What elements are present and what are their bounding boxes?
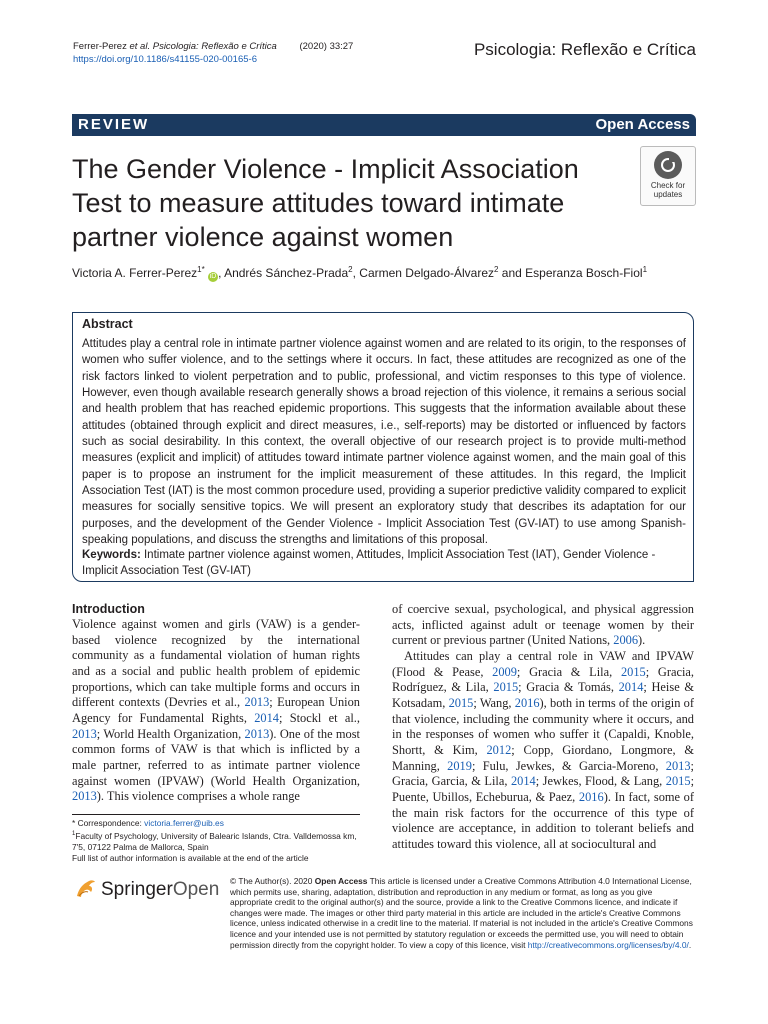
abstract-box bbox=[72, 312, 694, 582]
keywords-label: Keywords: bbox=[82, 549, 141, 561]
citation-link[interactable]: 2013 bbox=[244, 726, 270, 741]
affiliation-text: Faculty of Psychology, University of Balearic Islands, Ctra. Valldemossa km, 7'5, 07122 Palma de Mallorca, Spain bbox=[72, 831, 357, 853]
citation-link[interactable]: 2006 bbox=[613, 633, 639, 648]
header-etal: et al. bbox=[129, 41, 151, 52]
citation-link[interactable]: 2016 bbox=[578, 789, 604, 804]
footnote bbox=[72, 818, 372, 865]
abstract-heading: Abstract bbox=[82, 317, 133, 331]
crossmark-icon bbox=[654, 151, 682, 179]
header-authors: Ferrer-Perez bbox=[73, 41, 130, 52]
citation-link[interactable]: 2013 bbox=[72, 726, 97, 741]
author-name: Victoria A. Ferrer-Perez bbox=[72, 266, 198, 280]
citation-link[interactable]: 2015 bbox=[448, 695, 474, 710]
open-access-label: Open Access bbox=[595, 116, 690, 133]
citation-link[interactable]: 2013 bbox=[665, 758, 691, 773]
citation-link[interactable]: 2015 bbox=[620, 664, 646, 679]
article-type-banner bbox=[72, 114, 696, 136]
body-column-right bbox=[392, 602, 694, 853]
citation-link[interactable]: 2013 bbox=[244, 695, 270, 710]
citation-link[interactable]: 2015 bbox=[665, 774, 691, 789]
full-author-info-note: Full list of author information is available at the end of the article bbox=[72, 853, 309, 864]
paragraph: of coercive sexual, psychological, and physical aggression acts, inflicted against adult or teenage women by their current or previous partner (United Nations, 2006). bbox=[392, 602, 694, 648]
affiliation-sup: 1 bbox=[72, 831, 76, 838]
article-title: The Gender Violence - Implicit Association Test to measure attitudes toward intimate partner violence against women bbox=[72, 154, 579, 252]
citation-link[interactable]: 2016 bbox=[514, 695, 540, 710]
citation-link[interactable]: 2013 bbox=[72, 789, 97, 804]
springer-horse-icon bbox=[73, 876, 97, 900]
author-name: Carmen Delgado-Álvarez bbox=[359, 266, 495, 280]
review-label: REVIEW bbox=[78, 116, 150, 133]
doi-link[interactable]: https://doi.org/10.1186/s41155-020-00165-6 bbox=[73, 54, 257, 65]
author-affiliation-sup: 1 bbox=[642, 265, 648, 274]
correspondence-label: * Correspondence: bbox=[72, 818, 145, 828]
orcid-icon[interactable]: iD bbox=[209, 273, 217, 280]
license-statement: © The Author(s). 2020 Open Access This article is licensed under a Creative Commons Attribution 4.0 International License, which permits use, sharing, adaptation, distribution and reproduction in any medium or format, as long as you give appropriate credit to the original author(s) and the source, provide a link to the Creative Commons licence, and indicate if changes were made. The images or other third party material in this article are included in the article's Creative Commons licence, unless indicated otherwise in a credit line to the material. If material is not included in the article's Creative Commons licence and your intended use is not permitted by statutory regulation or exceeds the permitted use, you will need to obtain permission directly from the copyright holder. To view a copy of this licence, visit http://creativecommons.org/licenses/by/4.0/. bbox=[230, 876, 693, 950]
springer-open-logo bbox=[73, 876, 220, 904]
abstract-text: Attitudes play a central role in intimate partner violence against women and are related to its origin, to the responses of women who suffer violence, and to the settings where it occurs. In fact, these attitudes are recognized as one of the risk factors linked to violent perpetration and to public, professional, and victim responses to this type of violence. However, even though available research generally shows a broad rejection of this violence, it remains a serious social and health problem that has reached epidemic proportions. This suggests that the information available about these attitudes (obtained through explicit and direct measures, i.e., self-reports) may be distorted or influenced by factors such as social desirability. In this context, the overall objective of our research project is to provide multi-method measures (explicit and implicit) of attitudes toward intimate partner violence against women, and the main goal of this paper is to propose an instrument for the implicit measurement of these attitudes. In this regard, the Implicit Association Test (IAT) is the most common procedure used, providing a superior predictive validity compared to explicit measures for socially sensitive topics. We will present an exploratory study that describes its adaptation for our purposes, and the development of the Gender Violence - Implicit Association Test (GV-IAT) to use among Spanish-speaking populations, and discuss the strengths and limitations of this proposal. bbox=[82, 338, 686, 547]
check-for-updates-button[interactable] bbox=[640, 146, 696, 206]
citation-link[interactable]: 2012 bbox=[486, 742, 512, 757]
header-year-issue: (2020) 33:27 bbox=[299, 41, 354, 52]
springer-wordmark: Springer bbox=[101, 879, 173, 900]
introduction-heading: Introduction bbox=[72, 602, 145, 616]
journal-name: Psicologia: Reflexão e Crítica bbox=[473, 40, 696, 59]
body-column-left: Violence against women and girls (VAW) is a gender-based violence recognized by the international community as a fundamental violation of human rights and as a social and public health problem of epidemic proportions, which can take multiple forms and occurs in different contexts (Devries et al., 2013; European Union Agency for Fundamental Rights, 2014; Stockl et al., 2013; World Health Organization, 2013). One of the most common forms of VAW is that which is inflicted by a male partner, referred to as intimate partner violence against women (IPVAW) (World Health Organization, 2013). This violence comprises a whole range bbox=[72, 617, 360, 804]
paragraph: Attitudes can play a central role in VAW and IPVAW (Flood & Pease, 2009; Gracia & Lila, 2015; Gracia, Rodríguez, & Lila, 2015; Gracia & Tomás, 2014; Heise & Kotsadam, 2015; Wang, 2016), both in terms of the origin of that violence, including the community where it occurs, and in the responses of women who suffer it (Capaldi, Knoble, Shortt, & Kim, 2012; Copp, Giordano, Longmore, & Manning, 2019; Fulu, Jewkes, & Garcia-Moreno, 2013; Gracia, Garcia, & Lila, 2014; Jewkes, Flood, & Lang, 2015; Puente, Ubillos, Echeburua, & Paez, 2016). In fact, some of the main risk factors for the occurrence of this type of violence are acceptance, in addition to tolerant beliefs and attitudes toward this violence, all at sociocultural and bbox=[392, 648, 695, 851]
footnote-divider bbox=[72, 814, 360, 815]
author-affiliation-sup: 1* bbox=[197, 265, 205, 274]
license-url-link[interactable]: http://creativecommons.org/licenses/by/4.0/ bbox=[527, 939, 689, 950]
author-affiliation-sup: 2 bbox=[348, 265, 353, 274]
check-updates-line2: updates bbox=[653, 190, 683, 199]
citation-link[interactable]: 2015 bbox=[493, 680, 519, 695]
author-list: Victoria A. Ferrer-Perez$^{1*}$ iD , Andrés Sánchez-Prada$^2$, Carmen Delgado-Álvarez$^2$ and Esperanza Bosch-Fiol$^1$ bbox=[72, 265, 648, 280]
check-updates-line1: Check for bbox=[650, 181, 686, 190]
citation-link[interactable]: 2014 bbox=[254, 710, 279, 725]
keywords bbox=[82, 547, 686, 580]
author-name: Esperanza Bosch-Fiol bbox=[525, 266, 643, 280]
license-open-access: Open Access bbox=[314, 876, 368, 886]
author-affiliation-sup: 2 bbox=[494, 265, 499, 274]
header-journal: Psicologia: Reflexão e Crítica bbox=[152, 41, 277, 52]
correspondence-email-link[interactable]: victoria.ferrer@uib.es bbox=[144, 818, 224, 828]
open-wordmark: Open bbox=[172, 879, 220, 900]
citation-link[interactable]: 2014 bbox=[510, 774, 536, 789]
running-header bbox=[73, 40, 353, 66]
keywords-list: Intimate partner violence against women, Attitudes, Implicit Association Test (IAT), Gender Violence - Implicit Association Test (GV-IAT) bbox=[82, 549, 656, 578]
author-name: Andrés Sánchez-Prada bbox=[224, 266, 349, 280]
citation-link[interactable]: 2014 bbox=[618, 680, 644, 695]
citation-link[interactable]: 2009 bbox=[492, 664, 517, 679]
citation-link[interactable]: 2019 bbox=[447, 758, 472, 773]
